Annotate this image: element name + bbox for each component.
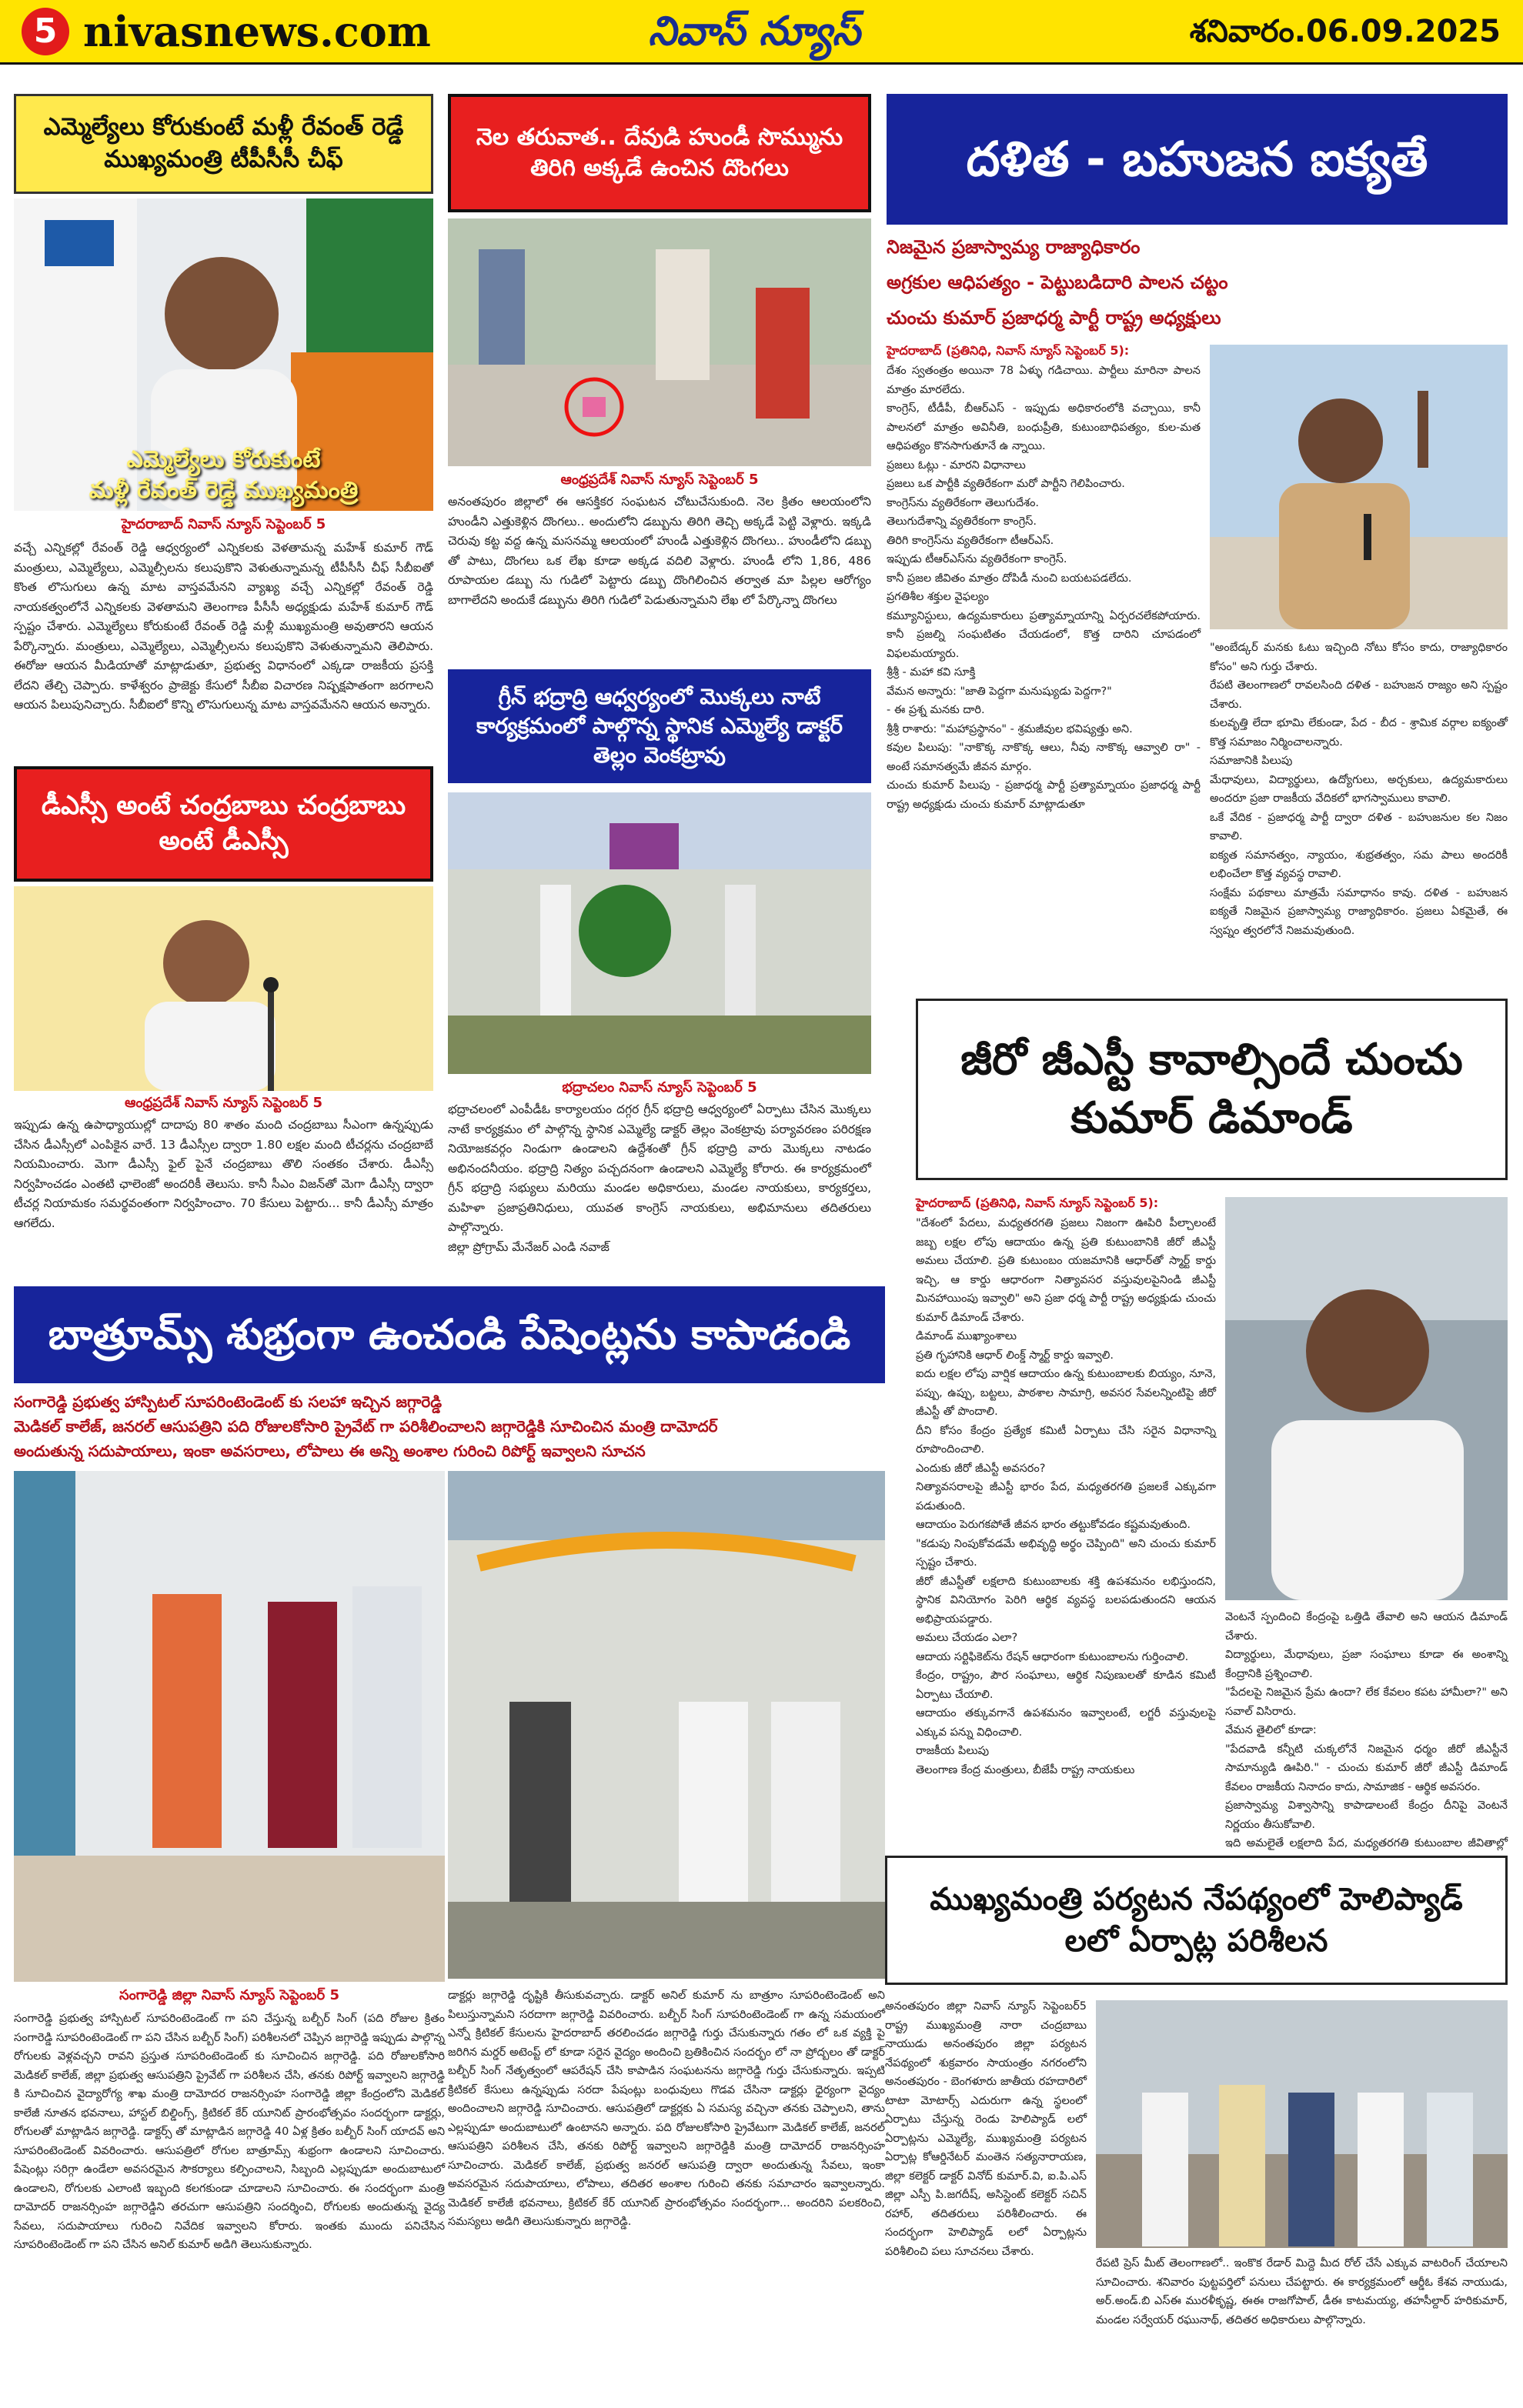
story5-photo	[448, 792, 871, 1074]
story2-dateline: ఆంధ్రప్రదేశ్ నివాస్ న్యూస్ సెప్టెంబర్ 5	[560, 472, 759, 488]
story1-body: వచ్చే ఎన్నికల్లో రేవంత్ రెడ్డి ఆధ్వర్యంలో ఎన్నికలకు వెళతామన్న మహేశ్ కుమార్ గౌడ్ మంత్రులు, ఎమ్మెల్యేలు, ఎమ్మెల్సీలను కలుపుకొని వెళుతున్నామన్న టీపీసీసీ చీఫ్ సీబీఐతో కొంత లొసుగులు ఉన్న మాట వాస్తవమేనని వ్యాఖ్య వచ్చే ఎన్నికల్లో రేవంత్ రెడ్డి నాయకత్వంలోనే ఎన్నికలకు వెళతామని తెలంగాణ పీసీసీ అధ్యక్షుడు మహేశ్ కుమార్ గౌడ్ స్పష్టం చేశారు. ఎమ్మెల్యేలు కోరుకుంటే రేవంత్ రెడ్డి మళ్లీ ముఖ్యమంత్రి అవుతారని ఆయన పేర్కొన్నారు. మంత్రులు, ఎమ్మెల్యేలు, ఎమ్మెల్సీలను కలుపుకొని వెళుతున్నామని తెలిపారు. ఈరోజు ఆయన మీడియాతో మాట్లాడుతూ, ప్రభుత్వ విధానంలో ఎక్కడా రాజకీయ ప్రసక్తి లేదని తేల్చి చెప్పారు. కాళేశ్వరం ప్రాజెక్టు కేసులో సీబీఐ విచారణ నిష్పక్షపాతంగా జరగాలని ఆయన పిలుపునిచ్చారు. సీబీఐలో కొన్ని లొసుగులున్న మాట వాస్తవమేనని ఆయన అన్నారు.	[14, 541, 433, 712]
story5-dateline: భద్రాచలం నివాస్ న్యూస్ సెప్టెంబర్ 5	[562, 1079, 757, 1096]
leader-portrait-photo	[1225, 1197, 1508, 1600]
photo-overlay-line1: ఎమ్మెల్యేలు కోరుకుంటే	[126, 446, 321, 473]
story3-subhead-1: నిజమైన ప్రజాస్వామ్య రాజ్యాధికారం	[887, 236, 1141, 258]
story7-headline: బాత్రూమ్స్ శుభ్రంగా ఉంచండి పేషెంట్లను కాపాడండి	[14, 1286, 885, 1383]
story6-photo	[1225, 1197, 1508, 1600]
story4-photo	[14, 886, 433, 1091]
story8-body-right: రేపటి ప్రెస్ మీట్ తెలంగాణలో.. ఇంకొక రేడార్ మిద్దె మీద రోల్ చేసే ఎక్కువ వాటరింగ్ చేయాలని సూచించారు. శనివారం పుట్టపర్తిలో పనులు చేపట్టారు. ఈ కార్యక్రమంలో ఆర్డీఓ కేశవ నాయుడు, అర్.అండ్.బి ఎస్ఈ మురళీకృష్ణ, ఈఈ రాజగోపాల్, డీఈ కాటమయ్య, తహసీల్దార్ హరికుమార్, మండల సర్వేయర్ రఘునాథ్, తదితర అధికారులు పాల్గొన్నారు.	[1096, 2257, 1508, 2326]
site-url[interactable]: nivasnews.com	[83, 7, 431, 56]
newspaper-logo: నివాస్ న్యూస్	[648, 8, 860, 55]
story8-photo	[1096, 2000, 1508, 2248]
story7-photo-left	[14, 1471, 445, 1982]
story1-photo	[14, 198, 433, 511]
helipad-inspection-photo	[1096, 2000, 1508, 2248]
story6-headline: జీరో జీఎస్టీ కావాల్సిందే చుంచు కుమార్ డిమాండ్	[916, 999, 1508, 1180]
story3-headline: దళిత - బహుజన ఐక్యతే	[887, 94, 1508, 225]
story4-headline: డీఎస్సీ అంటే చంద్రబాబు చంద్రబాబు అంటే డీఎస్సీ	[14, 766, 433, 882]
story1-dateline: హైదరాబాద్ నివాస్ న్యూస్ సెప్టెంబర్ 5	[121, 516, 326, 532]
story8-body: అనంతపురం జిల్లా నివాస్ న్యూస్ సెప్టెంబర్5 రాష్ట్ర ముఖ్యమంత్రి నారా చంద్రబాబు నాయుడు అనంతపురం జిల్లా పర్యటన నేపథ్యంలో శుక్రవారం సాయంత్రం నగరంలోని అనంతపురం - బెంగళూరు జాతీయ రహదారిలో టాటా మోటార్స్ ఎదురుగా ఉన్న స్థలంలో ఏర్పాటు చేస్తున్న రెండు హెలిప్యాడ్ లలో ఏర్పాట్లను ఎమ్మెల్యే, ముఖ్యమంత్రి పర్యటన ఏర్పాట్ల కోఆర్డినేటర్ మంతెన సత్యనారాయణ, జిల్లా కలెక్టర్ డాక్టర్ వినోద్ కుమార్.వి, ఐ.పి.ఎస్ జిల్లా ఎస్పీ పి.జగదీష్, అసిస్టెంట్ కలెక్టర్ సచిన్ రహార్, తదితరులు పరిశీలించారు. ఈ సందర్భంగా హెలిప్యాడ్ లలో ఏర్పాట్లను పరిశీలించి పలు సూచనలు చేశారు.	[885, 2000, 1087, 2258]
story7-subhead-1: సంగారెడ్డి ప్రభుత్వ హాస్పిటల్ సూపరింటెండెంట్ కు సలహా ఇచ్చిన జగ్గారెడ్డి	[14, 1392, 443, 1411]
story6-body: "దేశంలో పేదలు, మధ్యతరగతి ప్రజలు నిజంగా ఊపిరి పీల్చాలంటే జబ్బ లక్షల లోపు ఆదాయం ఉన్న ప్రతి కుటుంబానికి జీరో జీఎస్టీ అమలు చేయాలి. ప్రతి కుటుంబం యజమానికి ఆధార్‌తో స్మార్ట్ కార్డు ఇచ్చి, ఆ కార్డు ఆధారంగా నిత్యావసర వస్తువులపైనిండి జీఎస్టీ మినహాయింపు ఇవ్వాలి" అని ప్రజా ధర్మ పార్టీ రాష్ట్ర అధ్యక్షుడు చుంచు కుమార్ డిమాండ్ చేశారు. డిమాండ్ ముఖ్యాంశాలు ప్రతి గృహానికి ఆధార్ లింక్డ్ స్మార్ట్ కార్డు ఇవ్వాలి. ఐదు లక్షల లోపు వార్షిక ఆదాయం ఉన్న కుటుంబాలకు బియ్యం, నూనె, పప్పు, ఉప్పు, బట్టలు, పాఠశాల సామాగ్రి, అవసర సేవలన్నింటిపై జీరో జీఎస్టీ తో పొందాలి. దీని కోసం కేంద్రం ప్రత్యేక కమిటీ ఏర్పాటు చేసి సరైన విధానాన్ని రూపొందించాలి. ఎందుకు జీరో జీఎస్టీ అవసరం? నిత్యావసరాలపై జీఎస్టీ భారం పేద, మధ్యతరగతి ప్రజలకే ఎక్కువగా పడుతుంది. ఆదాయం పెరుగకపోతే జీవన భారం తట్టుకోవడం కష్టమవుతుంది. "కడుపు నింపుకోవడమే అభివృద్ధి అర్థం చెప్పింది" అని చుంచు కుమార్ స్పష్టం చేశారు. జీరో జీఎస్టీతో లక్షలాది కుటుంబాలకు శక్తి ఉపశమనం లభిస్తుందని, స్థానిక వినియోగం పెరిగి ఆర్థిక వ్యవస్థ బలపడుతుందని ఆయన అభిప్రాయపడ్డారు. అమలు చేయడం ఎలా? ఆదాయ సర్టిఫికెట్‌ను రేషన్ ఆధారంగా కుటుంబాలను గుర్తించాలి. కేంద్రం, రాష్ట్రం, పౌర సంఘాలు, ఆర్థిక నిపుణులతో కూడిన కమిటీ ఏర్పాటు చేయాలి. ఆదాయం తక్కువగానే ఉపశమనం ఇవ్వాలంటే, లగ్జరీ వస్తువులపై ఎక్కువ పన్ను విధించాలి. రాజకీయ పిలుపు తెలంగాణ కేంద్ర మంత్రులు, బీజేపీ రాష్ట్ర నాయకులు	[916, 1217, 1216, 1776]
temple-hundi-photo	[448, 218, 871, 466]
page-number-badge: 5	[22, 8, 69, 55]
story7-photo-right	[448, 1471, 885, 1979]
issue-date: శనివారం.06.09.2025	[1189, 14, 1501, 49]
party-leader-photo	[1210, 345, 1508, 629]
speaker-photo	[14, 886, 433, 1091]
story3-subhead-3: చుంచు కుమార్ ప్రజాధర్మ పార్టీ రాష్ట్ర అధ్యక్షులు	[887, 307, 1221, 329]
story7-dateline: సంగారెడ్డి జిల్లా నివాస్ న్యూస్ సెప్టెంబర్ 5	[119, 1987, 340, 2003]
photo-overlay-line2: మళ్లీ రేవంత్ రెడ్డే ముఖ్యమంత్రి	[89, 477, 359, 504]
story7-body: సంగారెడ్డి ప్రభుత్వ హాస్పిటల్ సూపరింటెండెంట్ గా పని చేస్తున్న బల్బీర్ సింగ్ (పది రోజుల క్రితం సంగారెడ్డి సూపరింటెండెంట్ గా పని చేసిన బల్బీర్ సింగ్) పరిశీలనలో చెప్పిన జగ్గారెడ్డి ఇప్పుడు పాల్గొన్న రోగులకు వెళ్లవచ్చని రావని ప్రస్తుత సూపరింటెండెంట్ కు సూచించిన జగ్గారెడ్డి. పది రోజులకోసారి మెడికల్ కాలేజ్, జిల్లా ప్రభుత్వ ఆసుపత్రిని ప్రైవేట్ గా పరిశీలన చేసి, తనకు రిపోర్ట్ ఇవ్వాలని జగ్గారెడ్డి కి సూచించిన వైద్యారోగ్య శాఖ మంత్రి దామోదర రాజనర్సింహ సంగారెడ్డి జిల్లా కేంద్రంలోని మెడికల్ కాలేజీ నూతన భవనాలు, హాస్టల్ బిల్డింగ్స్, క్రిటికల్ కేర్ యూనిట్ ప్రారంభోత్సవం సందర్భంగా డాక్టర్లు, రోగులతో మాట్లాడిన జగ్గారెడ్డి. డాక్టర్స్ తో మాట్లాడిన జగ్గారెడ్డి 40 ఏళ్ల క్రితం బల్బీర్ సింగ్ యాదవ్ అని సూపరింటెండెంట్ వివరించారు. ఆసుపత్రిలో రోగుల బాత్రూమ్స్ శుభ్రంగా ఉండాలని సూచించారు. పేషెంట్లు సరిగ్గా ఉండేలా అవసరమైన సౌకర్యాలు కల్పించాలని, సిబ్బంది ఎల్లప్పుడూ అందుబాటులో ఉండాలని, రోగులకు ఎలాంటి ఇబ్బంది కలగకుండా చూడాలని సూచించారు. ఈ సందర్భంగా మంత్రి దామోదర్ రాజనర్సింహ జగ్గారెడ్డిని తరచుగా ఆసుపత్రిని సందర్శించి, రోగులకు అందుతున్న వైద్య సేవలు, సదుపాయాలు గురించి నివేదిక ఇవ్వాలని కోరారు. ఇంతకు ముందు పనిచేసిన సూపరింటెండెంట్ గా పని చేసిన అనిల్ కుమార్ అడిగి తెలుసుకున్నారు.	[14, 2013, 445, 2251]
story2-photo	[448, 218, 871, 466]
story2-headline: నెల తరువాత.. దేవుడి హుండీ సొమ్మును తిరిగి అక్కడే ఉంచిన దొంగలు	[448, 94, 871, 212]
story3-subhead-2: అగ్రకుల ఆధిపత్యం - పెట్టుబడిదారి పాలన చట్టం	[887, 272, 1228, 293]
tree-planting-photo	[448, 792, 871, 1074]
story1-headline: ఎమ్మెల్యేలు కోరుకుంటే మళ్లీ రేవంత్ రెడ్డే ముఖ్యమంత్రి టీపీసీసీ చీఫ్	[14, 94, 433, 194]
story2-body: అనంతపురం జిల్లాలో ఈ ఆసక్తికర సంఘటన చోటుచేసుకుంది. నెల క్రితం ఆలయంలోని హుండీని ఎత్తుకెళ్లిన దొంగలు.. అందులోని డబ్బును తిరిగి తెచ్చి అక్కడే పెట్టి వెళ్లారు. ఇక్కడి చెరువు కట్ట వద్ద ఉన్న మసనమ్మ ఆలయంలో హుండీ ఎత్తుకెళ్లిన దొంగలు.. హుండీలోని డబ్బు తో పాటు, దొంగలు ఒక లేఖ కూడా అక్కడ వదిలి వెళ్లారు. హుండీ లోని 1,86, 486 రూపాయల డబ్బు ను గుడిలో పెట్టారు డబ్బు దొంగిలించిన తర్వాత మా పిల్లల ఆరోగ్యం బాగాలేదని అందుకే డబ్బును తిరిగి గుడిలో పెడుతున్నామని లేఖ లో పేర్కొన్నా దొంగలు	[448, 495, 871, 607]
story3-body: దేశం స్వతంత్రం అయినా 78 ఏళ్ళు గడిచాయి. పార్టీలు మారినా పాలన మాత్రం మారలేదు. కాంగ్రెస్, టీడీపీ, బీఆర్ఎస్ - ఇప్పుడు అధికారంలోకి వచ్చాయి, కానీ పాలనలో మాత్రం అవినీతి, బంధుప్రీతి, కుటుంబాధిపత్యం, కుల-మత ఆధిపత్యం కొనసాగుతూనే ఉ న్నాయి. ప్రజలు ఓట్లు - మారని విధానాలు ప్రజలు ఒక పార్టీకి వ్యతిరేకంగా మరో పార్టీని గెలిపించారు. కాంగ్రెస్‌ను వ్యతిరేకంగా తెలుగుదేశం. తెలుగుదేశాన్ని వ్యతిరేకంగా కాంగ్రెస్. తిరిగి కాంగ్రెస్‌ను వ్యతిరేకంగా టీఆర్ఎస్. ఇప్పుడు టీఆర్ఎస్‌ను వ్యతిరేకంగా కాంగ్రెస్. కానీ ప్రజల జీవితం మాత్రం దోపిడీ నుంచి బయటపడలేదు. ప్రగతిశీల శక్తుల వైఫల్యం కమ్యూనిస్టులు, ఉద్యమకారులు ప్రత్యామ్నాయాన్ని ఏర్పరచలేకపోయారు. కానీ ప్రజల్ని సంఘటితం చేయడంలో, కొత్త దారిని చూపడంలో విఫలమయ్యారు. శ్రీశ్రీ - మహా కవి సూక్తి వేమన అన్నారు: "జాతి పెద్దగా మనుష్యుడు పెద్దగా?" - ఈ ప్రశ్న మనకు దారి. శ్రీశ్రీ రాశారు: "మహాప్రస్థానం" - శ్రమజీవుల భవిష్యత్తు అని. కవుల పిలుపు: "నాకొక్క నాకొక్క ఆలు, నీవు నాకొక్క ఆవ్వాలి రా" - అంటే సమానత్వమే జీవన మార్గం. చుంచు కుమార్ పిలుపు - ప్రజాధర్మ పార్టీ ప్రత్యామ్నాయం ప్రజాధర్మ పార్టీ రాష్ట్ర అధ్యక్షుడు చుంచు కుమార్ మాట్లాడుతూ	[887, 365, 1201, 811]
story6-body-right: వెంటనే స్పందించి కేంద్రంపై ఒత్తిడి తేవాలి అని ఆయన డిమాండ్ చేశారు. విద్యార్థులు, మేధావులు, ప్రజా సంఘాలు కూడా ఈ అంశాన్ని కేంద్రానికి ప్రశ్నించాలి. "పేదలపై నిజమైన ప్రేమ ఉందా? లేక కేవలం కపట హామీలా?" అని సవాల్ విసిరారు. వేమన తైలిలో కూడా: "పేదవాడి కన్నీటి చుక్కలోనే నిజమైన ధర్మం జీరో జీఎస్టీనే సామాన్యుడి ఊపిరి." - చుంచు కుమార్ జీరో జీఎస్టీ డిమాండ్ కేవలం రాజకీయ నినాదం కాదు, సామాజిక - ఆర్థిక అవసరం. ప్రజాస్వామ్య విశ్వాసాన్ని కాపాడాలంటే కేంద్రం దీనిపై వెంటనే నిర్ణయం తీసుకోవాలి. ఇది అమలైతే లక్షలాది పేద, మధ్యతరగతి కుటుంబాల జీవితాల్లో	[1225, 1611, 1508, 1849]
hospital-ward-photo	[14, 1471, 445, 1982]
story3-dateline: హైదరాబాద్ (ప్రతినిధి, నివాస్ న్యూస్ సెప్టెంబర్ 5):	[887, 343, 1130, 358]
masthead	[0, 0, 1523, 65]
story5-body: భద్రాచలంలో ఎంపీడీఓ కార్యాలయం దగ్గర గ్రీన్ భద్రాద్రి ఆధ్వర్యంలో ఏర్పాటు చేసిన మొక్కలు నాటే కార్యక్రమం లో పాల్గొన్న స్థానిక ఎమ్మెల్యే డాక్టర్ తెల్లం వెంకట్రావు పర్యావరణం పరిరక్షణ నియోజకవర్గం నిండుగా ఉండాలని ఉద్దేశంతో గ్రీన్ భద్రాద్రి వారు మొక్కలు నాటడం అభినందనీయం. భద్రాద్రి నిత్యం పచ్చదనంగా ఉండాలని ఎమ్మెల్యే కోరారు. ఈ కార్యక్రమంలో గ్రీన్ భద్రాద్రి సభ్యులు మరియు మండల అధికారులు, మండల నాయకులు, కార్యకర్తలు, మహిళా ప్రజాప్రతినిధులు, యువత కాంగ్రెస్ నాయకులు, అభిమానులు తదితరులు పాల్గొన్నారు. జిల్లా ప్రోగ్రామ్ మేనేజర్ ఎండి నవాజ్	[448, 1102, 871, 1254]
story8-headline: ముఖ్యమంత్రి పర్యటన నేపథ్యంలో హెలిప్యాడ్ లలో ఏర్పాట్ల పరిశీలన	[885, 1856, 1508, 1985]
story5-headline: గ్రీన్ భద్రాద్రి ఆధ్వర్యంలో మొక్కలు నాటే కార్యక్రమంలో పాల్గొన్న స్థానిక ఎమ్మెల్యే డాక్టర్ తెల్లం వెంకట్రావు	[448, 669, 871, 783]
story7-subhead-2: మెడికల్ కాలేజ్, జనరల్ ఆసుపత్రిని పది రోజులకోసారి ప్రైవేట్ గా పరిశీలించాలని జగ్గారెడ్డికి సూచించిన మంత్రి దామోదర్	[14, 1417, 718, 1436]
story6-dateline: హైదరాబాద్ (ప్రతినిధి, నివాస్ న్యూస్ సెప్టెంబర్ 5):	[916, 1196, 1159, 1210]
story7-subhead-3: అందుతున్న సదుపాయాలు, ఇంకా అవసరాలు, లోపాలు ఈ అన్ని అంశాల గురించి రిపోర్ట్ ఇవ్వాలని సూచన	[14, 1442, 646, 1460]
story4-body: ఇప్పుడు ఉన్న ఉపాధ్యాయుల్లో దాదాపు 80 శాతం మంది చంద్రబాబు సీఎంగా ఉన్నప్పుడు చేసిన డీఎస్సీలో ఎంపికైన వారే. 13 డీఎస్సీల ద్వారా 1.80 లక్షల మంది టీచర్లను చంద్రబాబే నియమించారు. మెగా డీఎస్సీ ఫైల్ పైనే చంద్రబాబు తొలి సంతకం చేశారు. డీఎస్సీ నిర్వహించడం ఎంతటి ఛాలెంజో అందరికీ తెలుసు. కానీ సీఎం విజన్‌తో మెగా డీఎస్సీ ద్వారా టీచర్ల నియామకం సమర్థవంతంగా నిర్వహించాం. 70 కేసులు పెట్టారు... కానీ డీఎస్సీ మాత్రం ఆగలేదు.	[14, 1118, 433, 1230]
inauguration-photo	[448, 1471, 885, 1979]
story4-dateline: ఆంధ్రప్రదేశ్ నివాస్ న్యూస్ సెప్టెంబర్ 5	[124, 1095, 323, 1111]
story3-body-right: "అంబేడ్కర్ మనకు ఓటు ఇచ్చింది నోటు కోసం కాదు, రాజ్యాధికారం కోసం" అని గుర్తు చేశారు. రేపటి తెలంగాణలో రావలసింది దళిత - బహుజన రాజ్యం అని స్పష్టం చేశారు. కులవృత్తి లేదా భూమి లేకుండా, పేద - బీద - శ్రామిక వర్గాల ఐక్యంతో కొత్త సమాజం నిర్మించాలన్నారు. సమాజానికి పిలుపు మేధావులు, విద్యార్థులు, ఉద్యోగులు, అర్చకులు, ఉద్యమకారులు అందరూ ప్రజా రాజకీయ వేదికలో భాగస్వాములు కావాలి. ఒకే వేదిక - ప్రజాధర్మ పార్టీ ద్వారా దళిత - బహుజనుల కల నిజం కావాలి. ఐక్యత సమానత్వం, న్యాయం, శుభ్రతత్వం, సమ పాలు అందరికీ లభించేలా కొత్త వ్యవస్థ రావాలి. సంక్షేమ పథకాలు మాత్రమే సమాధానం కావు. దళిత - బహుజన ఐక్యతే నిజమైన ప్రజాస్వామ్య రాజ్యాధికారం. ప్రజలు ఏకమైతే, ఈ స్వప్నం త్వరలోనే నిజమవుతుంది.	[1210, 642, 1508, 937]
story3-photo	[1210, 345, 1508, 629]
story7-body-right: డాక్టర్లు జగ్గారెడ్డి దృష్టికి తీసుకువచ్చారు. డాక్టర్ అనిల్ కుమార్ ను బాత్రూం సూపరింటెండెంట్ అని పిలుస్తున్నామని సరదాగా జగ్గారెడ్డి వివరించారు. బల్బీర్ సింగ్ సూపరింటెండెంట్ గా ఉన్న సమయంలో ఎన్నో క్రిటికల్ కేసులను హైదరాబాద్ తరలించడం జగ్గారెడ్డి గుర్తు చేసుకున్నారు గతం లో ఒక వ్యక్తి పై జరిగిన మర్డర్ అటెంప్ట్ లో కూడా సరైన వైద్యం అందించి బ్రతికించిన సందర్భం లో నా ప్రోద్బలం తో డాక్టర్ బల్బీర్ సింగ్ నేతృత్వంలో ఆపరేషన్ చేసి కాపాడిన సంఘటనను జగ్గారెడ్డి గుర్తు చేసుకున్నారు. ఇప్పటి క్రిటికల్ కేసులు ఉన్నప్పుడు సరదా పేషంట్లు బంధువులు గొడవ చేసినా డాక్టర్లు ధైర్యంగా వైద్యం అందించాలని జగ్గారెడ్డి సూచించారు. ఆసుపత్రిలో డాక్టర్లకు ఏ సమస్య వచ్చినా తనకు చెప్పాలని, తాను ఎల్లప్పుడూ అందుబాటులో ఉంటానని అన్నారు. పది రోజులకోసారి ప్రైవేటుగా మెడికల్ కాలేజ్, జనరల్ ఆసుపత్రిని పరిశీలన చేసి, తనకు రిపోర్ట్ ఇవ్వాలని జగ్గారెడ్డికి మంత్రి దామోదర్ రాజనర్సింహ సూచించారు. మెడికల్ కాలేజ్, ప్రభుత్వ జనరల్ ఆసుపత్రి ద్వారా అందుతున్న సేవలు, ఇంకా అవసరమైన సదుపాయాలు, లోపాలు, తదితర అంశాల గురించి తనకు సమాచారం ఇవ్వాలన్నారు. మెడికల్ కాలేజీ భవనాలు, క్రిటికల్ కేర్ యూనిట్ ప్రారంభోత్సవం సందర్భంగా... అందరిని పలకరించి, సమస్యలు అడిగి తెలుసుకున్నారు జగ్గారెడ్డి.	[448, 1989, 885, 2228]
